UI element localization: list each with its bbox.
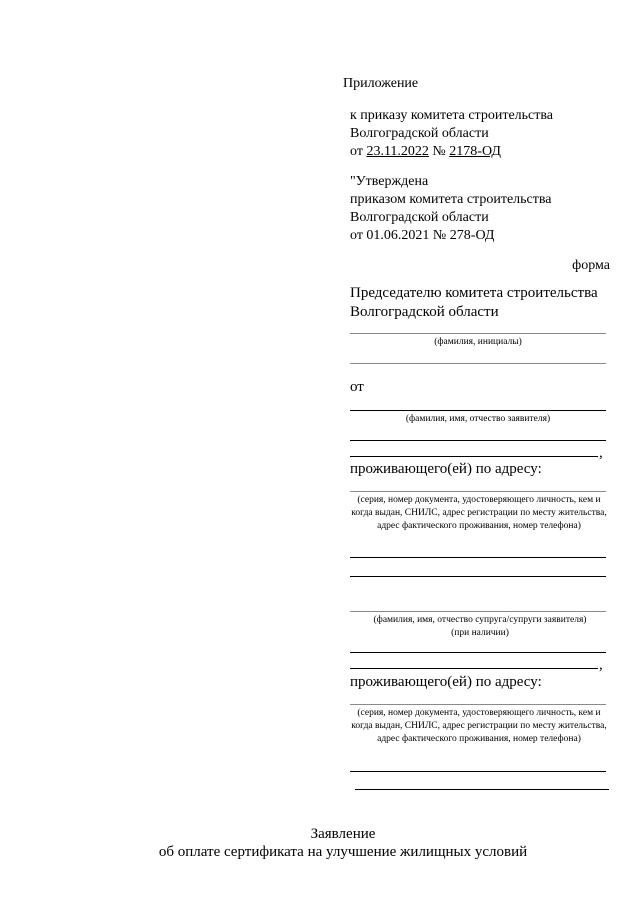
applicant-address-field-2[interactable]: [350, 557, 606, 558]
applicant-name-field[interactable]: [350, 410, 606, 411]
applicant-name-field-2[interactable]: [350, 440, 606, 441]
date-prefix: от: [350, 144, 363, 159]
approved-line-3: Волгоградской области: [350, 210, 489, 225]
applicant-name-caption: (фамилия, имя, отчество заявителя): [405, 414, 551, 424]
approved-line-2: приказом комитета строительства: [350, 192, 552, 207]
spouse-name-caption-line-2: (при наличии): [451, 628, 509, 638]
spouse-comma: ,: [599, 657, 603, 673]
applicant-residing-label: проживающего(ей) по адресу:: [350, 461, 542, 477]
appendix-order-reference: [350, 107, 553, 161]
applicant-address-field-3[interactable]: [350, 576, 606, 577]
spouse-address-field[interactable]: [350, 704, 606, 705]
applicant-doc-caption: (серия, номер документа, удостоверяющего личность, кем и когда выдан, СНИЛС, адрес регистрации по месту жительства, адрес фактического проживания, номер телефона): [351, 495, 607, 531]
approved-line-1: "Утверждена: [350, 174, 429, 189]
from-label: от: [350, 379, 364, 395]
addressee-block: [350, 284, 598, 322]
applicant-name-field-3[interactable]: [350, 456, 598, 457]
appendix-date: 23.11.2022: [366, 144, 429, 159]
spouse-doc-caption: (серия, номер документа, удостоверяющего личность, кем и когда выдан, СНИЛС, адрес регистрации по месту жительства, адрес фактического проживания, номер телефона): [351, 708, 607, 744]
addressee-extra-field[interactable]: [350, 363, 606, 364]
appendix-date-line: [350, 143, 553, 161]
appendix-number: 2178-ОД: [449, 144, 501, 159]
number-prefix: №: [432, 144, 446, 159]
approved-block: [350, 173, 552, 245]
appendix-title: Приложение: [343, 76, 419, 91]
spouse-name-caption-line-1: (фамилия, имя, отчество супруга/супруги заявителя): [373, 615, 587, 625]
approved-line-4: от 01.06.2021 № 278-ОД: [350, 228, 495, 243]
applicant-comma: ,: [599, 445, 603, 461]
applicant-address-field[interactable]: [350, 491, 606, 492]
spouse-name-field[interactable]: [350, 611, 606, 612]
statement-subtitle: об оплате сертификата на улучшение жилищных условий: [158, 844, 528, 860]
addressee-name-caption: (фамилия, инициалы): [434, 337, 522, 347]
spouse-name-caption: [350, 614, 610, 640]
spouse-address-field-2[interactable]: [350, 771, 606, 772]
form-label: форма: [572, 258, 610, 273]
statement-title: Заявление: [310, 826, 376, 842]
addressee-name-field[interactable]: [350, 333, 606, 334]
spouse-name-field-2[interactable]: [350, 652, 606, 653]
addressee-line-2: Волгоградской области: [350, 304, 499, 320]
spouse-name-field-3[interactable]: [350, 668, 598, 669]
spouse-address-field-3[interactable]: [355, 789, 609, 790]
appendix-line-2: Волгоградской области: [350, 126, 489, 141]
appendix-line-1: к приказу комитета строительства: [350, 108, 554, 123]
spouse-residing-label: проживающего(ей) по адресу:: [350, 674, 542, 690]
addressee-line-1: Председателю комитета строительства: [350, 285, 598, 301]
